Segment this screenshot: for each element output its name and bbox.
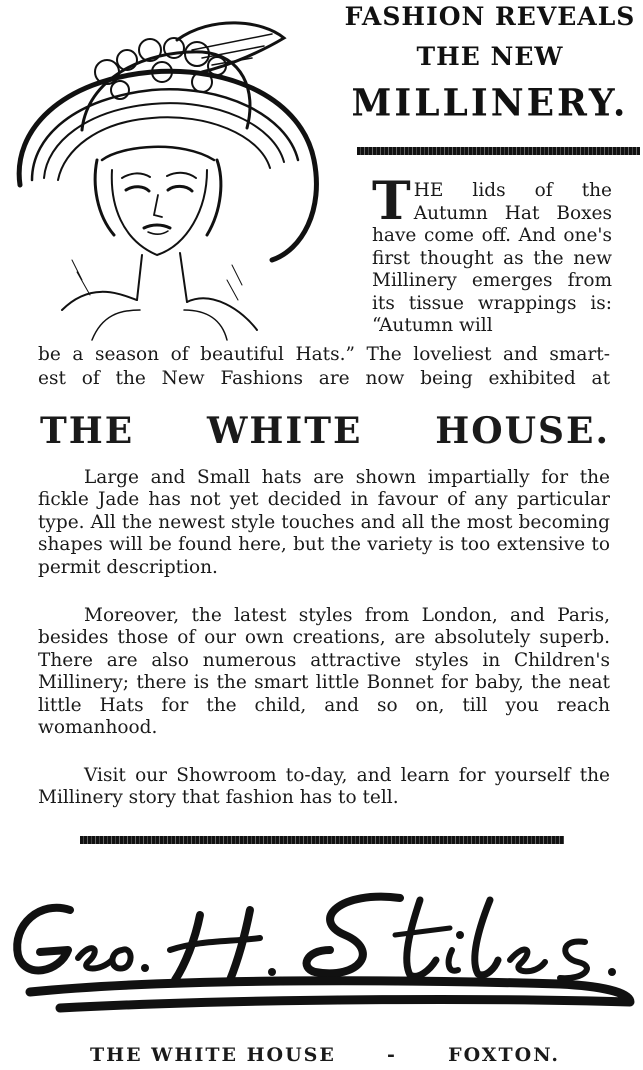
- footer: [90, 1044, 560, 1066]
- footer-separator: -: [387, 1044, 397, 1066]
- decorative-rule-bottom: [80, 836, 564, 844]
- paragraph-3: [38, 765, 610, 810]
- store-title-word-2: WHITE: [206, 410, 363, 452]
- footer-town: FOXTON.: [448, 1044, 560, 1066]
- paragraph-3-text: Visit our Showroom to-day, and learn for yourself the Millinery story that fashion has to tell.: [38, 765, 610, 809]
- paragraph-2-text: Moreover, the latest styles from London, and Paris, besides those of our own creations, are absolutely superb. There are also numerous attractive styles in Children's Millinery; there is the smart little Bonnet for baby, the neat little Hats for the child, and so on, till you reach womanhood.: [38, 605, 610, 739]
- store-title-word-3: HOUSE.: [435, 410, 610, 452]
- store-title-word-1: THE: [40, 410, 135, 452]
- intro-column: [372, 171, 612, 338]
- heading-line-2: THE NEW: [416, 42, 564, 71]
- store-title: [40, 410, 610, 452]
- paragraph-1-text: Large and Small hats are shown impartially for the fickle Jade has not yet decided in favour of any particular type. All the newest style touches and all the most becoming shapes will be found here, but the variety is too extensive to permit description.: [38, 467, 610, 578]
- heading-line-1: FASHION REVEALS: [344, 2, 636, 31]
- footer-store-name: THE WHITE HOUSE: [90, 1044, 336, 1066]
- paragraph-2: [38, 605, 610, 739]
- decorative-rule-top: [357, 147, 640, 155]
- paragraph-1: [38, 467, 610, 579]
- intro-line-1: be a season of beautiful Hats.” The loveliest and smart-: [38, 344, 610, 365]
- intro-column-text: HE lids of the Autumn Hat Boxes have come off. And one's first thought as the new Millinery emerges from its tissue wrappings is: “Autumn will: [372, 180, 612, 336]
- signature: [0, 880, 643, 1030]
- drop-cap: T: [372, 171, 411, 232]
- hat-woman-illustration-icon: [2, 10, 342, 345]
- heading-line-3: MILLINERY.: [351, 80, 629, 126]
- intro-line-2: est of the New Fashions are now being exhibited at: [38, 368, 610, 389]
